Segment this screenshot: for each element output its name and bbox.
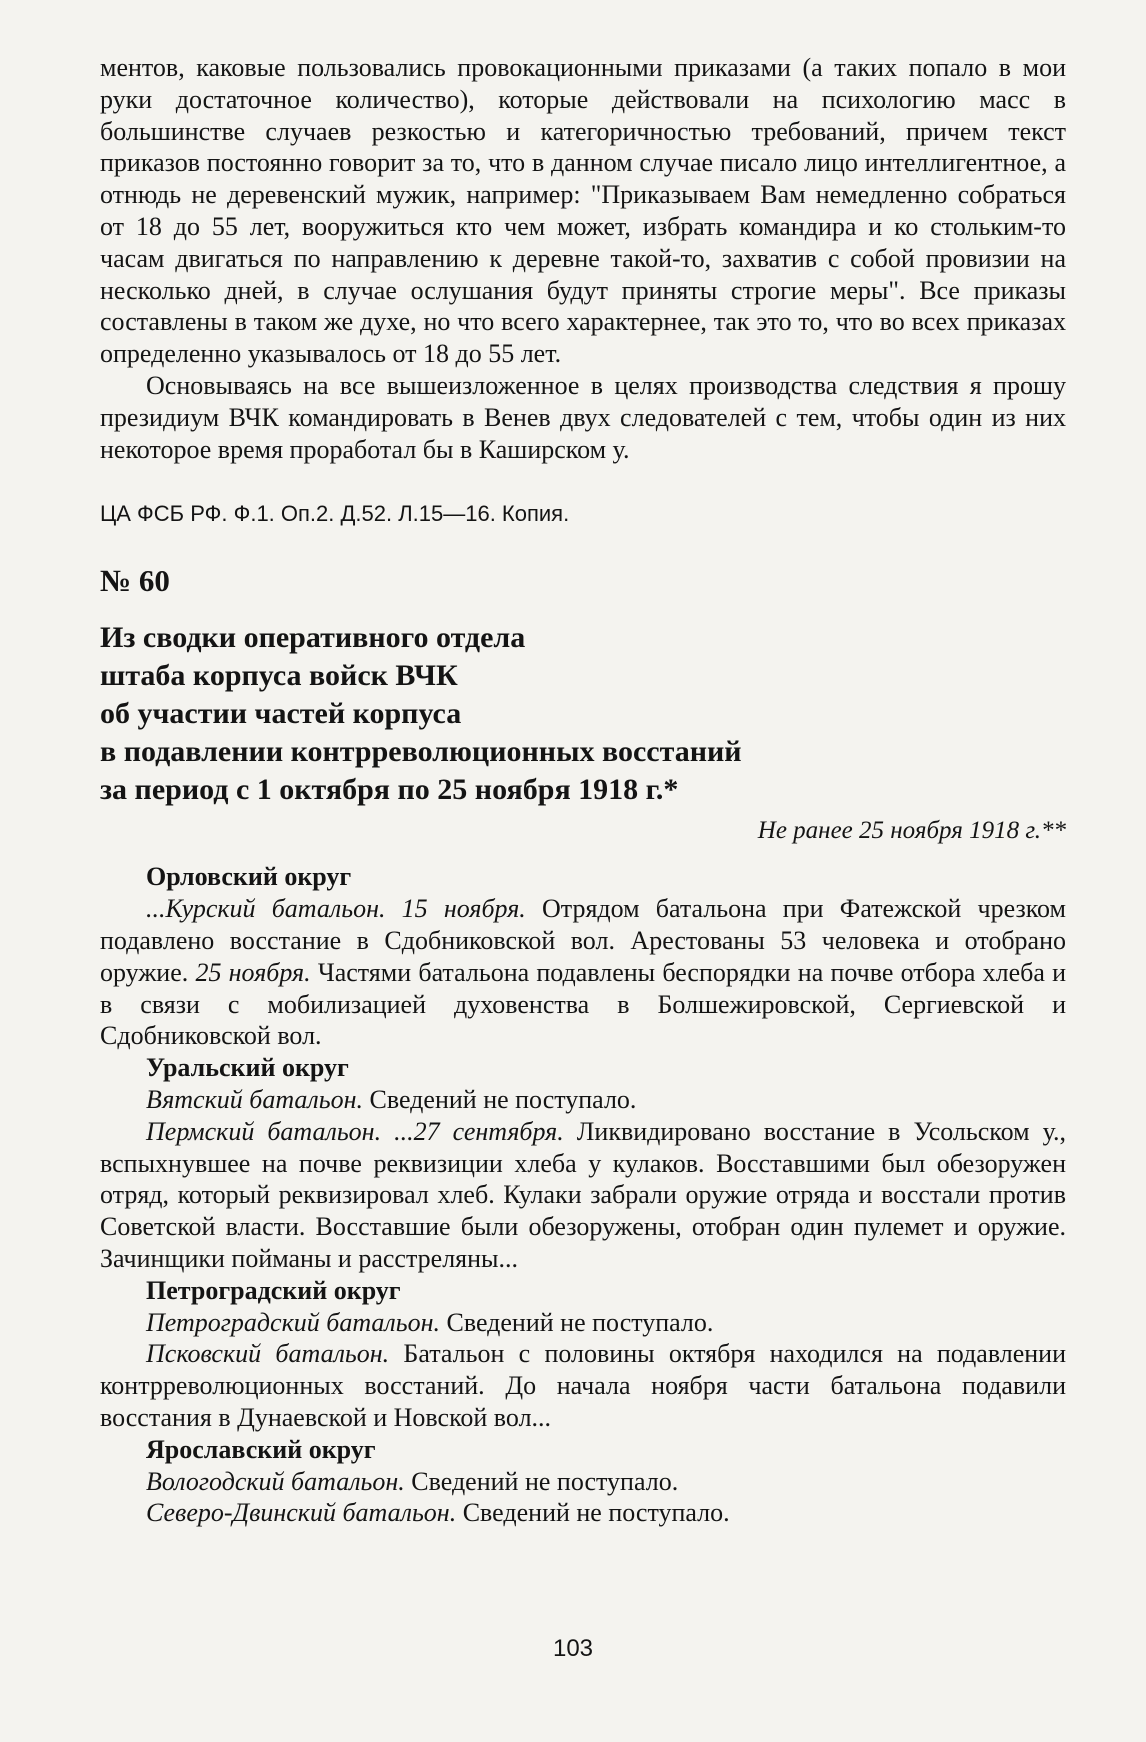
- entry-kursk-battalion: [100, 893, 1066, 1052]
- document-title: [100, 619, 1066, 809]
- intro-paragraph-1: ментов, каковые пользовались провокационными приказами (а таких попало в мои руки достаточное количество), которые действовали на психологию масс в большинстве случаев резкостью и категоричностью требований, причем текст приказов постоянно говорит за то, что в данном случае писало лицо интеллигентное, а отнюдь не деревенский мужик, например: "Приказываем Вам немедленно собраться от 18 до 55 лет, вооружиться кто чем может, избрать командира и ко стольким-то часам двигаться по направлению к деревне такой-то, захватив с собой провизии на несколько дней, в случае ослушания будут приняты строгие меры". Все приказы составлены в таком же духе, но что всего характернее, так это то, что во всех приказах определенно указывалось от 18 до 55 лет.: [100, 53, 1066, 369]
- entry-pskov-battalion: [100, 1338, 1066, 1433]
- section-heading-ural: Уральский округ: [146, 1053, 349, 1083]
- intro-paragraph-2: Основываясь на все вышеизложенное в целях производства следствия я прошу президиум ВЧК командировать в Венев двух следователей с тем, чтобы один из них некоторое время проработал бы в Каширском у.: [100, 370, 1066, 464]
- entry-text: Сведений не поступало.: [462, 1498, 730, 1528]
- entry-petrograd-battalion: [100, 1307, 1066, 1339]
- section-heading-petrograd: Петроградский округ: [146, 1275, 401, 1305]
- document-title-line: Из сводки оперативного отдела: [100, 621, 526, 655]
- document-date: Не ранее 25 ноября 1918 г.**: [757, 817, 1066, 845]
- entry-text: Сведений не поступало.: [446, 1307, 714, 1337]
- entry-text: Ликвидировано восстание в Усольском у., вспыхнувшее на почве реквизиции хлеба у кулаков. Восставшими был обезоружен отряд, который реквизировал хлеб. Кулаки забрали оружие отряда и восстали против Советской власти. Восставшие были обезоружены, отобран один пулемет и оружие. Зачинщики пойманы и расстреляны...: [100, 1116, 1066, 1273]
- battalion-label: Пермский батальон. ...27 сентября.: [146, 1116, 564, 1146]
- battalion-label: Вятский батальон.: [146, 1084, 364, 1114]
- entry-text: Сведений не поступало.: [369, 1084, 637, 1114]
- entry-date: 15 ноября.: [401, 894, 526, 924]
- entry-text: Отрядом батальона при Фатежской чрезком подавлено восстание в Сдобниковской вол. Арестованы 53 человека и отобрано оружие.: [100, 894, 1066, 987]
- battalion-label: Северо-Двинский батальон.: [146, 1498, 457, 1528]
- page-number: 103: [552, 1635, 594, 1662]
- battalion-label: Вологодский батальон.: [146, 1466, 405, 1496]
- entry-vyatka-battalion: [100, 1084, 1066, 1116]
- battalion-label: Петроградский батальон.: [146, 1307, 440, 1337]
- document-number: № 60: [100, 563, 170, 599]
- section-heading-orel: Орловский округ: [146, 862, 352, 892]
- entry-text: Сведений не поступало.: [411, 1466, 679, 1496]
- entry-text: Батальон с половины октября находился на подавлении контрреволюционных восстаний. До начала ноября части батальона подавили восстания в Дунаевской и Новской вол...: [100, 1339, 1067, 1432]
- entry-vologda-battalion: [100, 1466, 1066, 1498]
- document-title-line: штаба корпуса войск ВЧК: [100, 659, 458, 693]
- archive-source-reference: ЦА ФСБ РФ. Ф.1. Оп.2. Д.52. Л.15—16. Копия.: [100, 501, 570, 527]
- document-title-line: в подавлении контрреволюционных восстаний: [100, 735, 742, 769]
- document-title-line: за период с 1 октября по 25 ноября 1918 г.*: [100, 773, 679, 807]
- entry-severo-dvinsky-battalion: [100, 1497, 1066, 1529]
- entry-perm-battalion: [100, 1116, 1066, 1275]
- document-title-line: об участии частей корпуса: [100, 697, 462, 731]
- section-heading-yaroslavl: Ярославский округ: [146, 1434, 376, 1464]
- entry-date: 25 ноября.: [195, 957, 311, 987]
- entry-text: Частями батальона подавлены беспорядки на почве отбора хлеба и в связи с мобилизацией духовенства в Болшежировской, Сергиевской и Сдобниковской вол.: [100, 957, 1067, 1051]
- battalion-label: Псковский батальон.: [146, 1339, 390, 1369]
- battalion-label: ...Курский батальон.: [146, 894, 386, 924]
